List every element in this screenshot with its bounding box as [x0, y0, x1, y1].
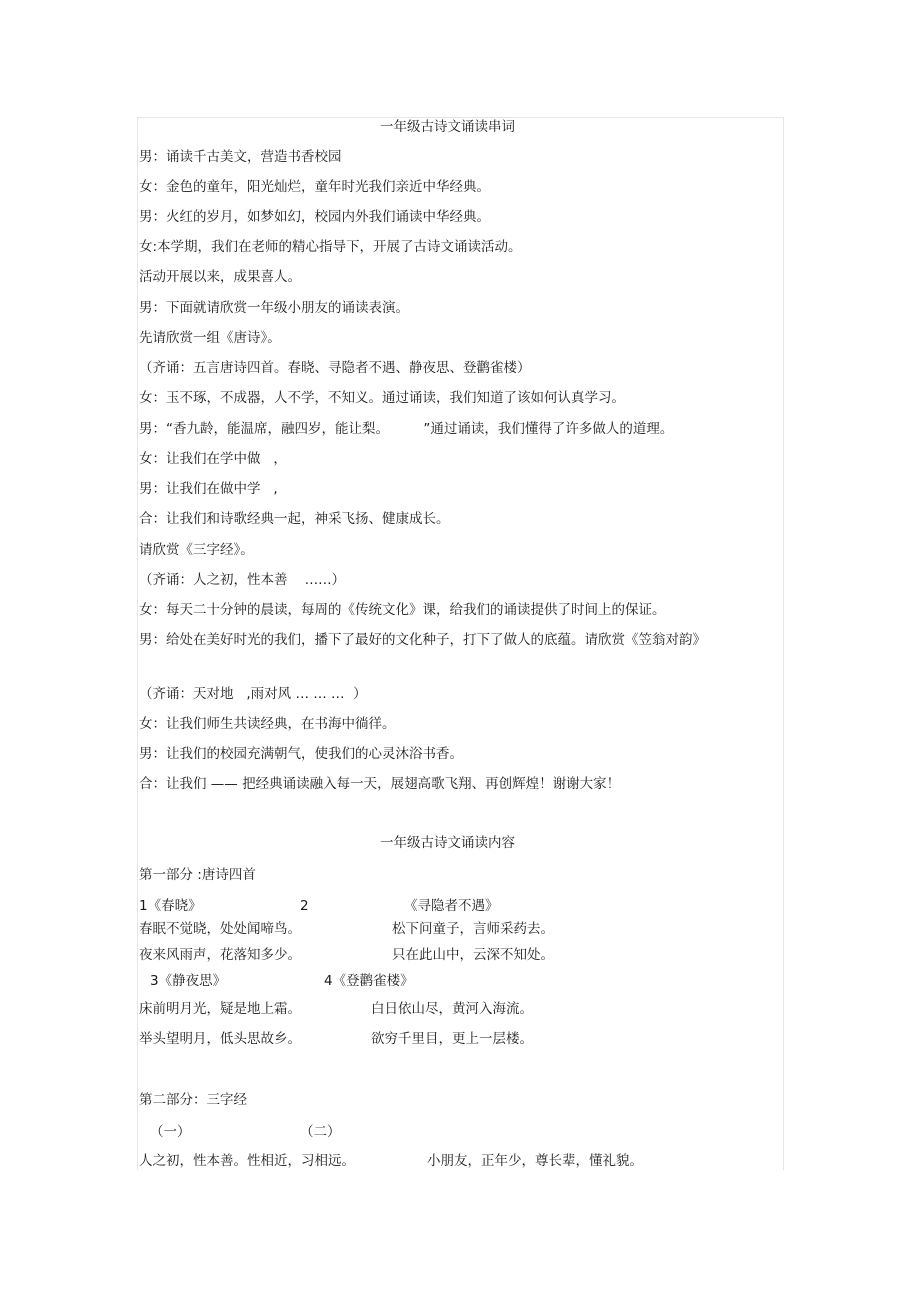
script-line: 男：让我们在做中学 , [139, 481, 278, 497]
script-line: 女：玉不琢，不成器，人不学，不知义。通过诵读，我们知道了该如何认真学习。 [139, 390, 625, 406]
poem-line: 春眠不觉晓，处处闻啼鸟。 [139, 921, 301, 937]
script-line: 女：让我们在学中做 ， [139, 451, 287, 467]
script-line: 合：让我们 —— 把经典诵读融入每一天，展翅高歌飞翔、再创辉煌！谢谢大家！ [139, 776, 621, 792]
script-line: 男：“香九龄，能温席，融四岁，能让梨。 ”通过诵读，我们懂得了许多做人的道理。 [139, 421, 674, 437]
poem-line: 床前明月光，疑是地上霜。 [139, 1001, 301, 1017]
poem-line: 夜来风雨声，花落知多少。 [139, 947, 301, 963]
script-line: （齐诵：天对地 ,雨对风 … … … ） [139, 686, 367, 702]
script-line: 男：下面就请欣赏一年级小朋友的诵读表演。 [139, 300, 409, 316]
poem-title: 4《登鹳雀楼》 [324, 973, 414, 989]
subsection-label: （一） [150, 1124, 191, 1140]
script-line: 女：每天二十分钟的晨读，每周的《传统文化》课，给我们的诵读提供了时间上的保证。 [139, 602, 666, 618]
poem-title: 1《春晓》 [139, 898, 202, 914]
section2-title: 一年级古诗文诵读内容 [380, 835, 515, 851]
script-line: 男：让我们的校园充满朝气，使我们的心灵沐浴书香。 [139, 746, 463, 762]
section1-title: 一年级古诗文诵读串词 [380, 119, 515, 135]
script-line: 活动开展以来，成果喜人。 [139, 269, 301, 285]
poem-line: 举头望明月，低头思故乡。 [139, 1031, 301, 1047]
poem-title: 3《静夜思》 [150, 973, 227, 989]
script-line: 男：给处在美好时光的我们，播下了最好的文化种子，打下了做人的底蕴。请欣赏《笠翁对韵》 [139, 632, 706, 648]
part1-heading: 第一部分 :唐诗四首 [139, 867, 256, 883]
part2-heading: 第二部分：三字经 [139, 1092, 247, 1108]
script-line: 男：诵读千古美文，营造书香校园 [139, 149, 342, 165]
poem-title: 《寻隐者不遇》 [404, 898, 499, 914]
poem-number: 2 [300, 898, 309, 914]
script-line: 女:本学期，我们在老师的精心指导下，开展了古诗文诵读活动。 [139, 239, 522, 255]
script-line: 女：让我们师生共读经典，在书海中徜徉。 [139, 716, 396, 732]
sanzijing-line: 人之初，性本善。性相近，习相远。 [139, 1153, 355, 1169]
poem-line: 松下问童子，言师采药去。 [392, 921, 554, 937]
script-line: （齐诵：人之初，性本善 ……） [139, 572, 346, 588]
subsection-label: （二） [300, 1124, 341, 1140]
poem-line: 欲穷千里目，更上一层楼。 [371, 1031, 533, 1047]
poem-line: 白日依山尽，黄河入海流。 [371, 1001, 533, 1017]
poem-line: 只在此山中，云深不知处。 [392, 947, 554, 963]
script-line: 合：让我们和诗歌经典一起，神采飞扬、健康成长。 [139, 511, 450, 527]
sanzijing-line: 小朋友，正年少，尊长辈，懂礼貌。 [427, 1153, 643, 1169]
script-line: （齐诵：五言唐诗四首。春晓、寻隐者不遇、静夜思、登鹳雀楼） [139, 360, 531, 376]
script-line: 请欣赏《三字经》。 [139, 542, 254, 558]
script-line: 男：火红的岁月，如梦如幻，校园内外我们诵读中华经典。 [139, 209, 490, 225]
script-line: 女：金色的童年，阳光灿烂，童年时光我们亲近中华经典。 [139, 179, 490, 195]
script-line: 先请欣赏一组《唐诗》。 [139, 330, 281, 346]
